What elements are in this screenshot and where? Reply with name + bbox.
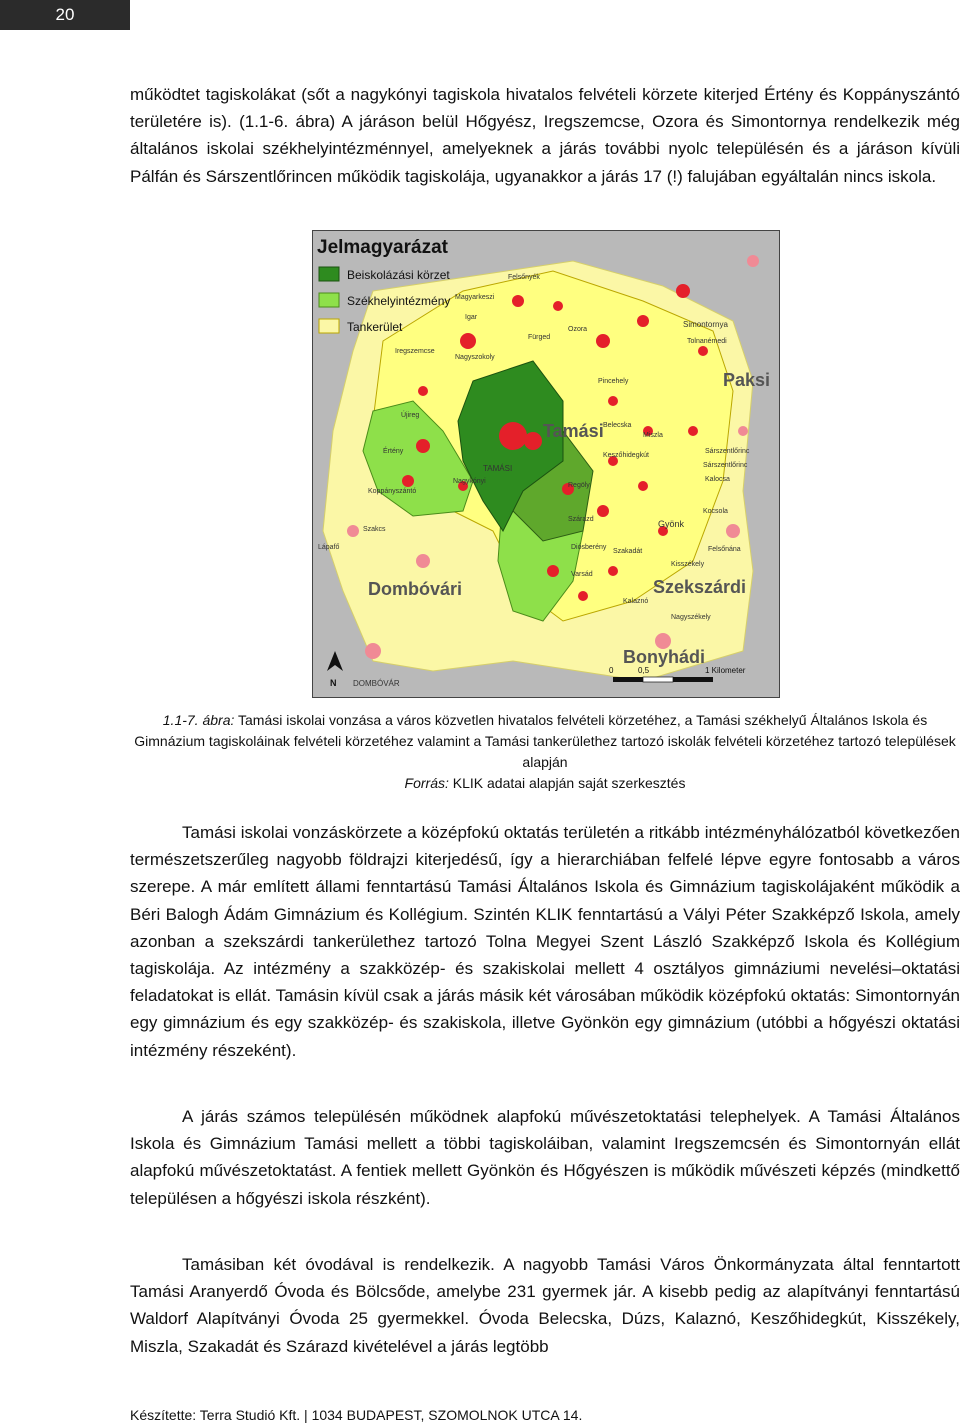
scale-label-km: 1 Kilometer: [705, 666, 746, 675]
map-small-label: Értény: [383, 448, 404, 455]
map-small-label: Szárazd: [568, 516, 594, 523]
settlement: [524, 432, 542, 450]
map-label-paksi: Paksi: [723, 370, 771, 390]
map-small-label: Sárszentlőrinc: [705, 448, 750, 455]
map-small-label: Kalaznó: [623, 598, 649, 605]
body-paragraph-3: Tamásiban két óvodával is rendelkezik. A nagyobb Tamási Város Önkormányzata által fenntartott Tamási Aranyerdő Óvoda és Bölcsőde, amelybe 231 gyermek jár. A kisebb pedig az alapítványi fenntartású Waldorf Alapítványi Óvoda 25 gyermekkel. Óvoda Belecska, Dúzs, Kalaznó, Keszőhidegkút, Kisszékely, Miszla, Szakadát és Szárazd kivételével a járás legtöbb: [130, 1255, 960, 1356]
legend-label-tankerulet: Tankerület: [347, 320, 403, 334]
map-small-label: Felsőnána: [708, 546, 741, 553]
map-small-label: Miszla: [643, 432, 663, 439]
caption-body: Tamási iskolai vonzása a város közvetlen hivatalos felvételi körzetéhez, a Tamási székhelyű Általános Iskola és Gimnázium tagiskoláinak felvételi körzetéhez valamint a Tamási tankerülethez tartozó iskolák felvételi körzetéhez tartozó települések alapján: [134, 712, 956, 770]
settlement: [747, 255, 759, 267]
settlement: [608, 396, 618, 406]
map-small-label: Magyarkeszi: [455, 294, 495, 301]
map-small-label: Ozora: [568, 326, 588, 333]
map-small-label: Iregszemcse: [395, 348, 435, 355]
legend-swatch-seat: [319, 293, 339, 307]
map-small-label: Kocsola: [703, 508, 728, 515]
map-small-label: Fürged: [528, 334, 551, 341]
map-small-label: Nagykónyi: [453, 478, 486, 485]
settlement: [547, 565, 559, 577]
settlement: [637, 315, 649, 327]
svg-text:N: N: [330, 678, 337, 688]
map-small-label: Simontornya: [683, 320, 728, 329]
legend-label-zone: Beiskolázási körzet: [347, 268, 450, 282]
district-map: [312, 230, 780, 698]
legend-label-seat: Székhelyintézmény: [347, 294, 451, 308]
settlement: [688, 426, 698, 436]
settlement: [596, 334, 610, 348]
map-small-label: Diósberény: [571, 544, 607, 551]
map-small-label: Gyönk: [658, 519, 685, 529]
settlement: [499, 422, 527, 450]
map-small-label: Szakadát: [613, 548, 643, 555]
map-small-label: Nagyszékely: [671, 614, 711, 621]
map-label-tamasi: Tamási: [543, 421, 604, 441]
caption-text: [130, 710, 960, 773]
caption-source-label: Forrás:: [404, 775, 449, 791]
map-small-label: TAMÁSI: [483, 464, 513, 473]
settlement: [347, 525, 359, 537]
map-small-label: Tolnanémedi: [687, 338, 727, 345]
map-small-label: Kalocsa: [705, 476, 730, 483]
map-small-label: Koppányszántó: [368, 488, 417, 495]
settlement: [365, 643, 381, 659]
map-small-label: Regöly: [568, 482, 590, 489]
settlement: [638, 481, 648, 491]
map-small-label: Pincehely: [598, 378, 629, 385]
settlement: [416, 554, 430, 568]
map-label-szekszardi: Szekszárdi: [653, 577, 747, 597]
map-small-label: Felsőnyék: [508, 274, 540, 281]
settlement: [402, 475, 414, 487]
map-label-dombovari: Dombóvári: [368, 579, 463, 599]
settlement: [416, 439, 430, 453]
settlement: [608, 566, 618, 576]
map-small-label: Belecska: [603, 422, 632, 429]
map-small-label: Kisszékely: [671, 561, 705, 568]
page-number: 20: [0, 0, 130, 30]
map-small-label: Szakcs: [363, 526, 386, 533]
body-paragraph-1: Tamási iskolai vonzáskörzete a középfokú oktatás területén a ritkább intézményhálózatból következően természetszerűleg nagyobb földrajzi kiterjedésű, így a hierarchiában felfelé lépve egyre fontosabb a város szerepe. A már említett állami fenntartású Tamási Általános Iskola és Gimnázium tagiskolájaként működik a Béri Balogh Ádám Gimnázium és Kollégium. Szintén KLIK fenntartású a Vályi Péter Szakképző Iskola, amely azonban a szekszárdi tankerülethez tartozó Tolna Megyei Szent László Szakképző Iskola és Kollégium tagiskolája. Az intézmény a szakközép- és szakiskolai mellett 4 osztályos gimnáziumi nevelési–oktatási feladatokat is ellát. Tamásin kívül csak a járás másik két városában működik középfokú oktatás: Simontornyán egy gimnázium és egy szakközép- és szakiskola, illetve Gyönkön egy gimnázium (utóbbi a hőgyészi oktatási intézmény részeként).: [130, 823, 960, 1060]
map-small-label: DOMBÓVÁR: [353, 679, 400, 688]
map-legend: [317, 235, 487, 345]
caption-figure-label: 1.1-7. ábra:: [162, 712, 235, 728]
map-small-label: Újireg: [401, 412, 420, 419]
map-label-bonyhadi: Bonyhádi: [623, 647, 706, 667]
scale-label-0: 0: [609, 666, 614, 675]
page-footer: Készítette: Terra Studió Kft. | 1034 BUDAPEST, SZOMOLNOK UTCA 14.: [130, 1407, 583, 1423]
settlement: [726, 524, 740, 538]
settlement: [738, 426, 748, 436]
caption-source-text: KLIK adatai alapján saját szerkesztés: [448, 775, 686, 791]
settlement: [512, 295, 524, 307]
map-small-label: Lápafő: [318, 544, 340, 551]
map-small-label: Igar: [465, 314, 478, 321]
legend-swatch-zone: [319, 267, 339, 281]
scale-label-mid: 0,5: [638, 666, 650, 675]
settlement: [553, 301, 563, 311]
settlement: [418, 386, 428, 396]
legend-swatch-tankerulet: [319, 319, 339, 333]
figure-caption: [130, 710, 960, 794]
settlement: [578, 591, 588, 601]
legend-title: Jelmagyarázat: [317, 237, 448, 258]
map-small-label: Keszőhidegkút: [603, 452, 649, 459]
body-paragraph-2: A járás számos településén működnek alapfokú művészetoktatási telephelyek. A Tamási Általános Iskola és Gimnázium Tamási mellett a többi tagiskoláiban, valamint Iregszemcsén és Simontornyán ellát alapfokú művészetoktatást. A fentiek mellett Gyönkön és Hőgyészen is működik művészeti képzés (mindkettő településen a hőgyészi iskola részként).: [130, 1107, 960, 1208]
map-small-label: Nagyszokoly: [455, 354, 495, 361]
intro-paragraph: működtet tagiskolákat (sőt a nagykónyi tagiskola hivatalos felvételi körzete kiterjed Értény és Koppányszántó területére is). (1.1-6. ábra) A járáson belül Hőgyész, Iregszemcse, Ozora és Simontornya rendelkezik még általános iskolai székhelyintézménnyel, amelyeknek a járás további nyolc településén és a járáson kívüli Pálfán és Sárszentlőrincen működik tagiskolája, ugyanakkor a járás 17 (!) falujában egyáltalán nincs iskola.: [130, 85, 960, 186]
settlement: [676, 284, 690, 298]
caption-source: [130, 773, 960, 794]
map-small-label: Varsád: [571, 571, 593, 578]
settlement: [597, 505, 609, 517]
settlement: [698, 346, 708, 356]
map-small-label: Sárszentlőrinc: [703, 462, 748, 469]
